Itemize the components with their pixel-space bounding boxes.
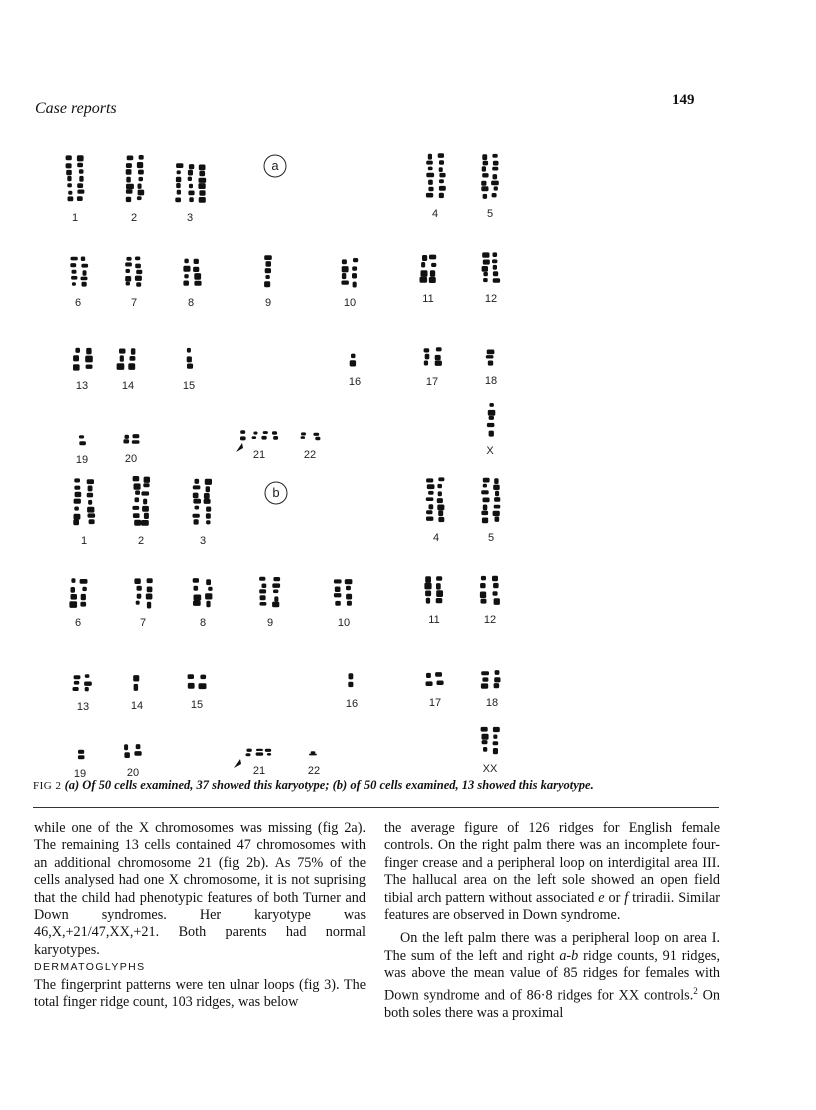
panel-a-label-2: 2 xyxy=(130,212,138,224)
panel-b-label-18: 18 xyxy=(485,697,499,709)
panel-b-chromosome-18 xyxy=(481,670,501,689)
right-paragraph-2: On the left palm there was a peripheral loop on area I. The sum of the left and right a-b ridge counts, 91 ridges, was above the mean value of 85 ridges for females with Down syndrome and of 86·8 ridges for XX controls.$^2$ On both soles there was a proximal xyxy=(384,930,721,1021)
panel-a-label-10: 10 xyxy=(343,297,357,309)
panel-b-chromosome-1 xyxy=(73,478,95,525)
panel-a-chromosome-14 xyxy=(117,348,136,370)
panel-a-label-20: 20 xyxy=(124,453,138,465)
panel-a-label-16: 16 xyxy=(348,376,362,388)
panel-b-label-10: 10 xyxy=(337,617,351,629)
panel-a-label-8: 8 xyxy=(187,297,195,309)
panel-b-label-1: 1 xyxy=(80,535,88,547)
panel-a-label-22: 22 xyxy=(303,449,317,461)
panel-a-chromosome-x xyxy=(487,403,495,437)
panel-a-chromosome-21 xyxy=(240,430,278,440)
panel-b-label-12: 12 xyxy=(483,614,497,626)
panel-a-label-11: 11 xyxy=(422,293,434,305)
panel-a-label-9: 9 xyxy=(264,297,272,309)
panel-a-chromosome-5 xyxy=(481,154,499,199)
panel-a-chromosome-13 xyxy=(73,348,93,371)
panel-b-label-2: 2 xyxy=(137,535,145,547)
panel-b-label-4: 4 xyxy=(432,532,440,544)
figure-caption xyxy=(33,778,594,793)
panel-a-label-4: 4 xyxy=(431,208,439,220)
panel-b-chromosome-16 xyxy=(348,673,353,687)
panel-a-chromosome-9 xyxy=(264,255,272,287)
section-heading: DERMATOGLYPHS xyxy=(34,961,146,974)
panel-b-chromosome-4 xyxy=(426,477,445,522)
panel-b-chromosome-20 xyxy=(124,744,142,758)
panel-a-chromosome-6 xyxy=(70,257,88,287)
panel-a-label-18: 18 xyxy=(484,375,498,387)
arrow-a-icon xyxy=(236,443,243,452)
page-number: 149 xyxy=(672,92,695,108)
panel-b-chromosome-19 xyxy=(78,750,85,759)
panel-a-chromosome-17 xyxy=(424,347,442,366)
panel-b-marker xyxy=(265,482,287,504)
panel-b-label-15: 15 xyxy=(190,699,204,711)
panel-b-label-19: 19 xyxy=(73,768,87,780)
panel-b-chromosome-9 xyxy=(259,577,280,608)
panel-b-label-8: 8 xyxy=(199,617,207,629)
panel-a-chromosome-12 xyxy=(482,252,501,282)
panel-b-chromosome-7 xyxy=(134,578,152,608)
arrow-b-icon xyxy=(234,759,241,768)
panel-b-chromosome-17 xyxy=(426,672,444,686)
panel-a-label-21: 21 xyxy=(252,449,266,461)
panel-b-label-22: 22 xyxy=(307,765,321,777)
panel-b-label-16: 16 xyxy=(345,698,359,710)
panel-b-chromosome-6 xyxy=(69,578,87,608)
panel-a-chromosome-19 xyxy=(79,435,86,445)
panel-b-label-11: 11 xyxy=(428,614,440,626)
panel-a-label-6: 6 xyxy=(74,297,82,309)
panel-b-chromosome-5 xyxy=(481,478,500,524)
panel-a-label-5: 5 xyxy=(486,208,494,220)
panel-a-label-12: 12 xyxy=(484,293,498,305)
panel-b-chromosome-15 xyxy=(188,674,207,689)
panel-a-marker xyxy=(264,155,286,177)
panel-b-label-6: 6 xyxy=(74,617,82,629)
caption-text: (a) Of 50 cells examined, 37 showed this karyotype; (b) of 50 cells examined, 13 showed this karyotype. xyxy=(64,778,594,792)
panel-b-chromosome-12 xyxy=(480,576,500,605)
panel-b-label-5: 5 xyxy=(487,532,495,544)
left-paragraph-2: The fingerprint patterns were ten ulnar loops (fig 3). The total finger ridge count, 103 ridges, was below xyxy=(34,976,366,1011)
panel-b-chromosome-13 xyxy=(73,674,92,691)
panel-a-chromosome-7 xyxy=(125,257,142,287)
panel-b-label-3: 3 xyxy=(199,535,207,547)
panel-b-chromosome-10 xyxy=(334,579,353,606)
panel-b-chromosome-14 xyxy=(133,675,139,691)
panel-a-chromosome-15 xyxy=(187,348,193,369)
panel-b-label-9: 9 xyxy=(266,617,274,629)
panel-a-label-14: 14 xyxy=(121,380,135,392)
panel-a-chromosome-20 xyxy=(123,434,139,444)
panel-a-label-19: 19 xyxy=(75,454,89,466)
left-paragraph-1: while one of the X chromosomes was missing (fig 2a). The remaining 13 cells contained 47 chromosomes with an additional chromosome 21 (fig 2b). As 75% of the cells analysed had one X chromosome, it is not suprising that the child had phenotypic features of both Turner and Down syndromes. Her karyotype was 46,X,+21/47,XX,+21. Both parents had normal karyotypes. xyxy=(34,820,366,958)
panel-b-label-xx: XX xyxy=(482,763,498,775)
panel-a-chromosome-22 xyxy=(301,432,321,440)
panel-a-chromosome-18 xyxy=(486,350,495,366)
panel-a-label-x: X xyxy=(486,445,494,457)
panel-b-chromosome-8 xyxy=(193,578,213,607)
panel-b-label-7: 7 xyxy=(139,617,147,629)
right-paragraph-1: the average figure of 126 ridges for English female controls. On the right palm there was an incomplete four-finger crease and a peripheral loop on interdigital area III. The hallucal area on the left sole showed an open field tibial arch pattern without associated e or f triradii. Similar features are observed in Down syndrome. xyxy=(384,820,720,924)
panel-a-chromosome-4 xyxy=(426,153,446,198)
panel-a-label-15: 15 xyxy=(182,380,196,392)
panel-b-chromosome-2 xyxy=(132,476,150,526)
right-column xyxy=(384,820,720,1022)
panel-b-chromosome-3 xyxy=(193,479,213,525)
left-column xyxy=(34,820,366,1011)
panel-a-chromosome-2 xyxy=(126,155,145,202)
panel-a-chromosome-1 xyxy=(66,155,85,201)
panel-b-chromosome-22 xyxy=(309,751,317,755)
panel-b-chromosome-xx xyxy=(481,727,500,754)
panel-a-chromosome-11 xyxy=(420,255,437,283)
panel-a-label-13: 13 xyxy=(75,380,89,392)
panel-a-letter: a xyxy=(271,158,279,173)
panel-b-label-21: 21 xyxy=(252,765,266,777)
panel-b-chromosome-11 xyxy=(424,576,443,603)
panel-b-chromosome-21 xyxy=(246,749,272,757)
panel-a-label-7: 7 xyxy=(130,297,138,309)
panel-a-label-3: 3 xyxy=(186,212,194,224)
caption-rule xyxy=(33,807,719,808)
running-head: Case reports xyxy=(35,100,117,117)
panel-b-label-20: 20 xyxy=(126,767,140,779)
caption-label: FIG 2 xyxy=(33,780,62,792)
panel-a-chromosome-16 xyxy=(350,354,356,367)
panel-a-label-1: 1 xyxy=(71,212,79,224)
panel-b-letter: b xyxy=(272,485,280,500)
panel-a-chromosome-3 xyxy=(175,163,206,203)
panel-b-label-17: 17 xyxy=(428,697,442,709)
panel-b-label-14: 14 xyxy=(130,700,144,712)
panel-a-chromosome-10 xyxy=(341,258,358,288)
panel-b-label-13: 13 xyxy=(76,701,90,713)
panel-a-chromosome-8 xyxy=(183,259,201,286)
panel-a-label-17: 17 xyxy=(425,376,439,388)
